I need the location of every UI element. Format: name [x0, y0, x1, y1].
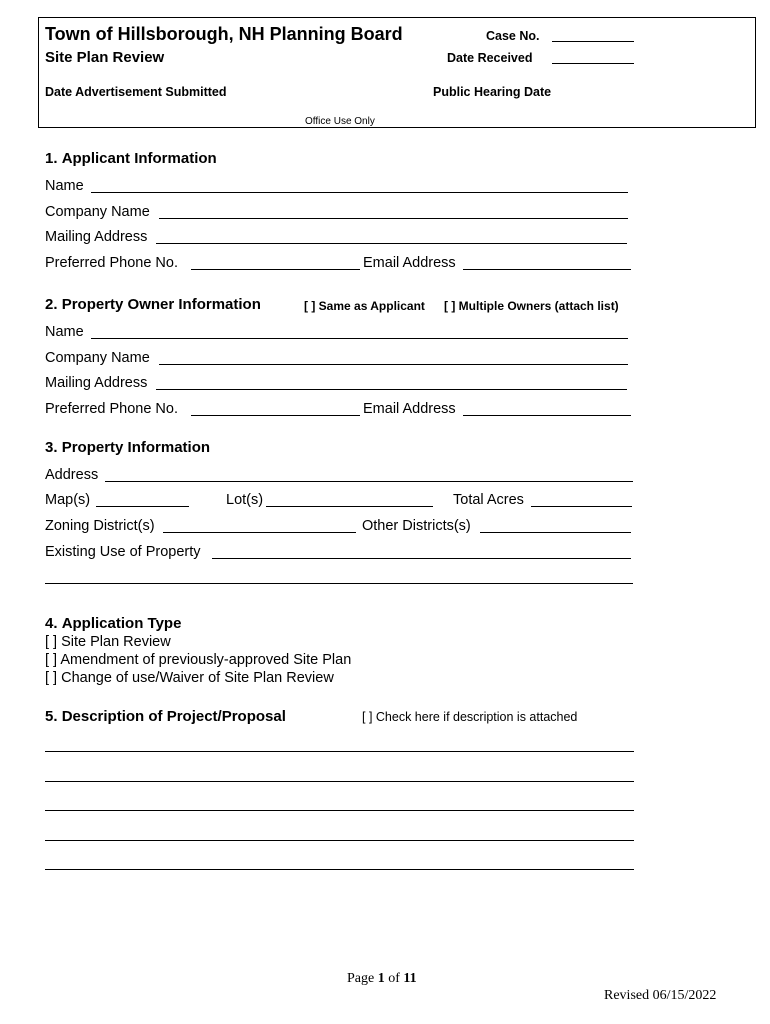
- date-advertisement-label: Date Advertisement Submitted: [45, 85, 227, 99]
- owner-phone-label: Preferred Phone No.: [45, 401, 178, 417]
- section-2-heading: [45, 296, 261, 313]
- lots-field[interactable]: [266, 506, 433, 507]
- same-as-applicant-checkbox[interactable]: [ ] Same as Applicant: [304, 299, 425, 313]
- section-title: Property Owner Information: [61, 296, 261, 313]
- owner-mailing-label: Mailing Address: [45, 375, 148, 391]
- section-5-heading: [45, 708, 286, 725]
- owner-email-label: Email Address: [363, 401, 456, 417]
- applicant-phone-label: Preferred Phone No.: [45, 255, 178, 271]
- section-number: 5.: [45, 708, 58, 725]
- page-number: [347, 971, 417, 987]
- multiple-owners-checkbox[interactable]: [ ] Multiple Owners (attach list): [444, 299, 619, 313]
- section-number: 4.: [45, 615, 58, 632]
- date-received-field[interactable]: [552, 63, 634, 64]
- option-change-of-use[interactable]: [ ] Change of use/Waiver of Site Plan Review: [45, 670, 334, 686]
- zoning-field[interactable]: [163, 532, 356, 533]
- total-acres-label: Total Acres: [453, 492, 524, 508]
- applicant-company-label: Company Name: [45, 204, 150, 220]
- owner-company-field[interactable]: [159, 364, 628, 365]
- option-site-plan-review[interactable]: [ ] Site Plan Review: [45, 634, 171, 650]
- total-acres-field[interactable]: [531, 506, 632, 507]
- owner-name-label: Name: [45, 324, 84, 340]
- applicant-email-label: Email Address: [363, 255, 456, 271]
- case-no-label: Case No.: [486, 29, 540, 43]
- maps-label: Map(s): [45, 492, 91, 508]
- owner-name-field[interactable]: [91, 338, 628, 339]
- applicant-name-label: Name: [45, 178, 84, 194]
- section-number: 1.: [45, 150, 58, 167]
- office-use-label: Office Use Only: [305, 116, 375, 127]
- revised-date: Revised 06/15/2022: [604, 988, 717, 1003]
- public-hearing-label: Public Hearing Date: [433, 85, 552, 99]
- other-districts-label: Other Districts(s): [362, 518, 471, 534]
- owner-email-field[interactable]: [463, 415, 631, 416]
- owner-mailing-field[interactable]: [156, 389, 627, 390]
- applicant-mailing-field[interactable]: [156, 243, 627, 244]
- applicant-phone-field[interactable]: [191, 269, 360, 270]
- page-of: of: [384, 971, 404, 986]
- section-title: Description of Project/Proposal: [61, 708, 286, 725]
- section-title: Applicant Information: [61, 150, 217, 167]
- applicant-mailing-label: Mailing Address: [45, 229, 148, 245]
- maps-field[interactable]: [96, 506, 189, 507]
- applicant-email-field[interactable]: [463, 269, 631, 270]
- other-districts-field[interactable]: [480, 532, 631, 533]
- section-title: Application Type: [61, 615, 182, 632]
- description-line-2[interactable]: [45, 781, 634, 782]
- description-attached-checkbox[interactable]: [ ] Check here if description is attached: [362, 710, 578, 724]
- description-line-5[interactable]: [45, 869, 634, 870]
- applicant-company-field[interactable]: [159, 218, 628, 219]
- property-address-field[interactable]: [105, 481, 633, 482]
- section-number: 3.: [45, 439, 58, 456]
- section-title: Property Information: [61, 439, 211, 456]
- section-number: 2.: [45, 296, 58, 313]
- date-received-label: Date Received: [447, 51, 533, 65]
- description-line-1[interactable]: [45, 751, 634, 752]
- description-line-4[interactable]: [45, 840, 634, 841]
- section-1-heading: [45, 150, 217, 167]
- case-no-field[interactable]: [552, 41, 634, 42]
- owner-phone-field[interactable]: [191, 415, 360, 416]
- owner-company-label: Company Name: [45, 350, 150, 366]
- existing-use-label: Existing Use of Property: [45, 544, 201, 560]
- page-total: 11: [403, 971, 417, 986]
- property-address-label: Address: [45, 467, 99, 483]
- page-current: 1: [377, 971, 385, 986]
- existing-use-field[interactable]: [212, 558, 631, 559]
- lots-label: Lot(s): [226, 492, 264, 508]
- page-prefix: Page: [347, 971, 378, 986]
- section-4-heading: [45, 615, 181, 632]
- form-title: Town of Hillsborough, NH Planning Board: [45, 24, 403, 44]
- description-line-3[interactable]: [45, 810, 634, 811]
- applicant-name-field[interactable]: [91, 192, 628, 193]
- existing-use-field-line-2[interactable]: [45, 583, 633, 584]
- section-3-heading: [45, 439, 210, 456]
- zoning-label: Zoning District(s): [45, 518, 155, 534]
- form-subtitle: Site Plan Review: [45, 49, 165, 66]
- option-amendment[interactable]: [ ] Amendment of previously-approved Site Plan: [45, 652, 352, 668]
